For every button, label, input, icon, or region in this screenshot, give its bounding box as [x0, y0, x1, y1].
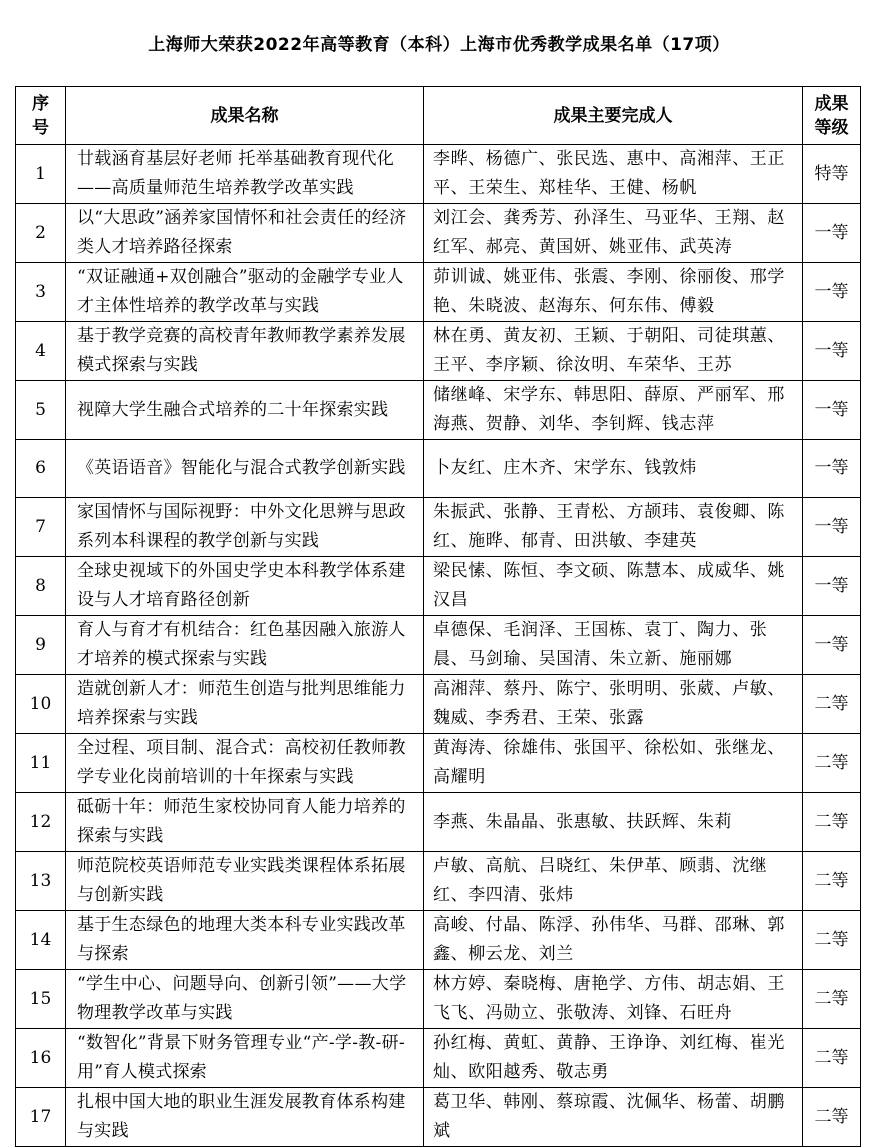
achievement-level-text: 二等 — [814, 870, 849, 891]
row-index — [16, 322, 66, 381]
achievement-name — [66, 263, 424, 322]
table-row — [16, 263, 861, 322]
achievement-name — [66, 204, 424, 263]
row-index — [16, 204, 66, 263]
table-row — [16, 616, 861, 675]
main-contributors-text: 高峻、付晶、陈浮、孙伟华、马群、邵琳、郭鑫、柳云龙、刘兰 — [433, 915, 785, 964]
achievement-level-text: 二等 — [814, 693, 849, 714]
row-index — [16, 381, 66, 440]
achievement-name — [66, 145, 424, 204]
achievement-level-text: 二等 — [814, 1106, 849, 1127]
achievement-level — [803, 793, 861, 852]
main-contributors-text: 卢敏、高航、吕晓红、朱伊革、顾翡、沈继红、李四清、张炜 — [433, 856, 768, 905]
achievement-level — [803, 204, 861, 263]
header-name: 成果名称 — [66, 87, 424, 145]
main-contributors — [424, 263, 803, 322]
main-contributors — [424, 440, 803, 498]
main-contributors — [424, 498, 803, 557]
row-index — [16, 498, 66, 557]
main-contributors-text: 葛卫华、韩刚、蔡琼霞、沈佩华、杨蕾、胡鹏斌 — [433, 1092, 785, 1141]
main-contributors-text: 卜友红、庄木齐、宋学东、钱敦炜 — [433, 458, 697, 478]
achievement-level-text: 一等 — [814, 634, 849, 655]
achievement-name-text: 廿载涵育基层好老师 托举基础教育现代化——高质量师范生培养教学改革实践 — [77, 149, 395, 198]
row-index — [16, 852, 66, 911]
achievement-name-text: 基于教学竞赛的高校青年教师教学素养发展模式探索与实践 — [77, 326, 406, 375]
achievement-level-text: 二等 — [814, 811, 849, 832]
main-contributors-text: 朱振武、张静、王青松、方颉玮、袁俊卿、陈红、施晔、郁青、田洪敏、李建英 — [433, 502, 785, 551]
main-contributors-text: 李燕、朱晶晶、张惠敏、扶跃辉、朱莉 — [433, 811, 733, 832]
main-contributors — [424, 793, 803, 852]
achievement-name-text: “学生中心、问题导向、创新引领”——大学物理教学改革与实践 — [77, 974, 407, 1023]
achievement-name — [66, 440, 424, 498]
main-contributors — [424, 145, 803, 204]
main-contributors-text: 梁民愫、陈恒、李文硕、陈慧本、成威华、姚汉昌 — [433, 561, 785, 610]
main-contributors-text: 刘江会、龚秀芳、孙泽生、马亚华、王翔、赵红军、郝亮、黄国妍、姚亚伟、武英涛 — [433, 208, 785, 257]
achievement-name — [66, 498, 424, 557]
table-row — [16, 734, 861, 793]
row-index — [16, 557, 66, 616]
row-index — [16, 1029, 66, 1088]
table-row — [16, 970, 861, 1029]
table-header-row — [16, 87, 861, 145]
achievement-name-text: 全过程、项目制、混合式：高校初任教师教学专业化岗前培训的十年探索与实践 — [77, 738, 406, 787]
achievement-level — [803, 263, 861, 322]
achievement-name — [66, 734, 424, 793]
table-row — [16, 498, 861, 557]
main-contributors-text: 高湘萍、蔡丹、陈宁、张明明、张葳、卢敏、魏威、李秀君、王荣、张露 — [433, 679, 785, 728]
main-contributors-text: 孙红梅、黄虹、黄静、王诤诤、刘红梅、崔光灿、欧阳越秀、敬志勇 — [433, 1033, 785, 1082]
row-index-text: 12 — [29, 811, 52, 832]
achievement-name-text: 扎根中国大地的职业生涯发展教育体系构建与实践 — [77, 1092, 406, 1141]
row-index — [16, 793, 66, 852]
achievement-level — [803, 616, 861, 675]
main-contributors — [424, 204, 803, 263]
achievement-name-text: 家国情怀与国际视野：中外文化思辨与思政系列本科课程的教学创新与实践 — [77, 502, 406, 551]
table-row — [16, 204, 861, 263]
main-contributors-text: 茆训诚、姚亚伟、张震、李刚、徐丽俊、邢学艳、朱晓波、赵海东、何东伟、傅毅 — [433, 267, 785, 316]
achievement-level-text: 二等 — [814, 752, 849, 773]
main-contributors-text: 卓德保、毛润泽、王国栋、袁丁、陶力、张晨、马剑瑜、吴国清、朱立新、施丽娜 — [433, 620, 768, 669]
row-index-text: 17 — [29, 1106, 52, 1127]
achievement-name — [66, 1029, 424, 1088]
table-body — [16, 145, 861, 1147]
row-index — [16, 970, 66, 1029]
main-contributors — [424, 1029, 803, 1088]
row-index-text: 1 — [35, 163, 46, 184]
main-contributors-text: 林方婷、秦晓梅、唐艳学、方伟、胡志娟、王飞飞、冯勋立、张敬涛、刘锋、石旺舟 — [433, 974, 785, 1023]
row-index — [16, 263, 66, 322]
table-row — [16, 381, 861, 440]
table-row — [16, 852, 861, 911]
header-people: 成果主要完成人 — [424, 87, 803, 145]
achievement-level-text: 一等 — [814, 516, 849, 537]
main-contributors — [424, 557, 803, 616]
main-contributors — [424, 675, 803, 734]
main-contributors — [424, 911, 803, 970]
achievement-name-text: 全球史视域下的外国史学史本科教学体系建设与人才培育路径创新 — [77, 561, 406, 610]
table-row — [16, 145, 861, 204]
achievement-name-text: 砥砺十年：师范生家校协同育人能力培养的探索与实践 — [77, 797, 406, 846]
document-title: 上海师大荣获2022年高等教育（本科）上海市优秀教学成果名单（17项） — [148, 35, 730, 55]
table-row — [16, 557, 861, 616]
table-row — [16, 1029, 861, 1088]
row-index — [16, 734, 66, 793]
row-index — [16, 440, 66, 498]
row-index-text: 9 — [35, 634, 46, 655]
main-contributors — [424, 322, 803, 381]
achievement-name — [66, 675, 424, 734]
achievement-level — [803, 322, 861, 381]
table-row — [16, 322, 861, 381]
achievement-level — [803, 734, 861, 793]
achievement-level-text: 一等 — [814, 575, 849, 596]
row-index-text: 7 — [35, 516, 46, 537]
achievement-name-text: 造就创新人才：师范生创造与批判思维能力培养探索与实践 — [77, 679, 406, 728]
row-index-text: 4 — [35, 340, 46, 361]
main-contributors-text: 黄海涛、徐雄伟、张国平、徐松如、张继龙、高耀明 — [433, 738, 785, 787]
achievement-name-text: “双证融通+双创融合”驱动的金融学专业人才主体性培养的教学改革与实践 — [77, 267, 404, 316]
achievement-level-text: 一等 — [814, 340, 849, 361]
row-index-text: 2 — [35, 222, 46, 243]
main-contributors — [424, 616, 803, 675]
table-row — [16, 675, 861, 734]
row-index-text: 3 — [35, 281, 46, 302]
main-contributors — [424, 970, 803, 1029]
achievement-level — [803, 145, 861, 204]
row-index-text: 6 — [35, 458, 46, 478]
row-index — [16, 675, 66, 734]
achievement-name — [66, 322, 424, 381]
achievement-level-text: 一等 — [814, 222, 849, 243]
row-index-text: 10 — [29, 693, 52, 714]
row-index-text: 11 — [29, 752, 52, 773]
achievement-level-text: 一等 — [814, 399, 849, 420]
main-contributors — [424, 381, 803, 440]
achievement-name — [66, 911, 424, 970]
row-index-text: 5 — [35, 399, 46, 420]
achievement-name-text: 育人与育才有机结合：红色基因融入旅游人才培养的模式探索与实践 — [77, 620, 406, 669]
header-level: 成果等级 — [803, 87, 861, 145]
achievement-name-text: 师范院校英语师范专业实践类课程体系拓展与创新实践 — [77, 856, 406, 905]
main-contributors-text: 储继峰、宋学东、韩思阳、薛原、严丽军、邢海燕、贺静、刘华、李钊辉、钱志萍 — [433, 385, 785, 434]
header-index: 序号 — [16, 87, 66, 145]
row-index-text: 15 — [29, 988, 52, 1009]
achievement-level-text: 二等 — [814, 1047, 849, 1068]
table-row — [16, 440, 861, 498]
achievement-name-text: “数智化”背景下财务管理专业“产-学-教-研-用”育人模式探索 — [77, 1033, 405, 1082]
achievement-name-text: 视障大学生融合式培养的二十年探索实践 — [77, 399, 389, 420]
achievement-level-text: 一等 — [814, 458, 849, 478]
row-index-text: 14 — [29, 929, 52, 950]
achievement-name — [66, 970, 424, 1029]
achievement-name-text: 以“大思政”涵养家国情怀和社会责任的经济类人才培养路径探索 — [77, 208, 407, 257]
main-contributors-text: 李晔、杨德广、张民选、惠中、高湘萍、王正平、王荣生、郑桂华、王健、杨帆 — [433, 149, 785, 198]
achievement-level-text: 二等 — [814, 929, 849, 950]
achievement-level-text: 二等 — [814, 988, 849, 1009]
results-table — [15, 86, 861, 1147]
achievement-level — [803, 970, 861, 1029]
achievement-level — [803, 557, 861, 616]
achievement-name-text: 《英语语音》智能化与混合式教学创新实践 — [77, 458, 406, 478]
achievement-level — [803, 498, 861, 557]
achievement-name — [66, 557, 424, 616]
achievement-name — [66, 852, 424, 911]
table-row — [16, 911, 861, 970]
achievement-level-text: 一等 — [814, 281, 849, 302]
row-index — [16, 145, 66, 204]
row-index — [16, 616, 66, 675]
row-index-text: 16 — [29, 1047, 52, 1068]
achievement-name — [66, 381, 424, 440]
main-contributors — [424, 734, 803, 793]
table-row — [16, 793, 861, 852]
row-index — [16, 911, 66, 970]
main-contributors — [424, 852, 803, 911]
achievement-name — [66, 793, 424, 852]
achievement-level — [803, 911, 861, 970]
achievement-level — [803, 852, 861, 911]
achievement-level — [803, 381, 861, 440]
row-index-text: 8 — [35, 575, 46, 596]
main-contributors-text: 林在勇、黄友初、王颖、于朝阳、司徒琪蕙、王平、李序颖、徐汝明、车荣华、王苏 — [433, 326, 785, 375]
achievement-level — [803, 440, 861, 498]
achievement-name-text: 基于生态绿色的地理大类本科专业实践改革与探索 — [77, 915, 406, 964]
achievement-level — [803, 1029, 861, 1088]
achievement-name — [66, 616, 424, 675]
achievement-level-text: 特等 — [814, 163, 849, 184]
achievement-level — [803, 675, 861, 734]
row-index-text: 13 — [29, 870, 52, 891]
